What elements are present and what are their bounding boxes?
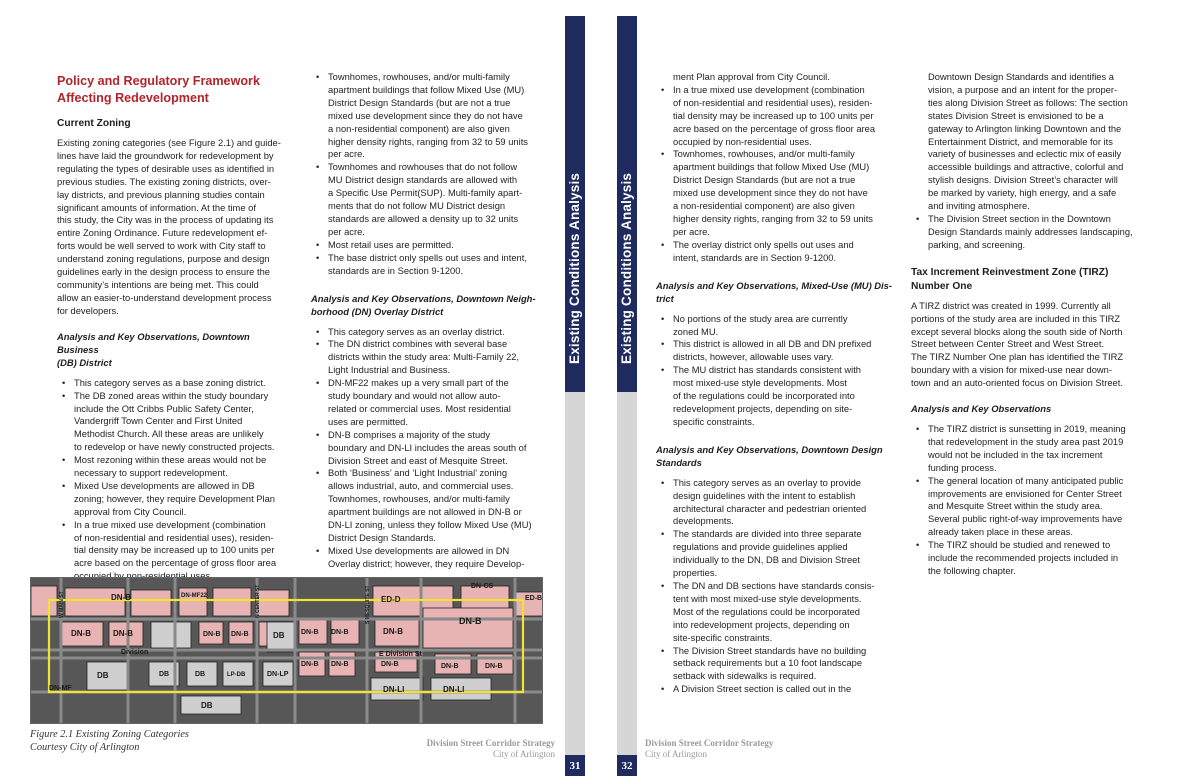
- bullet-line: to redevelop or have newly constructed projects.: [74, 442, 275, 453]
- map-label: DB: [159, 671, 170, 678]
- text-line: ties along Division Street as follows: The section: [928, 97, 1128, 108]
- map-label: LP-DB: [227, 672, 246, 678]
- overlay-bullet-list: [656, 84, 892, 265]
- db-bullet-list: [57, 377, 293, 584]
- side-tab-label: Existing Conditions Analysis: [567, 172, 582, 364]
- bullet-line: • Mixed Use developments are allowed in DN: [328, 545, 510, 556]
- bullet-line: Several public right-of-way improvements have: [928, 514, 1123, 525]
- text-line: Existing zoning categories (see Figure 2.1) and guide-: [57, 138, 281, 148]
- text-line: this study, the City was in the process of updating its: [57, 215, 274, 226]
- text-line: states Division Street is envisioned to be a: [928, 110, 1104, 121]
- bullet-line: districts within the study area: Multi-Family 22,: [328, 352, 520, 363]
- bullet-line: approval from City Council.: [74, 506, 187, 517]
- tirz-bullet-list: [911, 423, 1147, 578]
- bullet-line: zoned MU.: [673, 326, 719, 337]
- map-label: DN-B: [383, 627, 403, 636]
- text-line: borhood (DN) Overlay District: [311, 305, 444, 317]
- bullet-line: that redevelopment in the study area past 2019: [928, 436, 1124, 447]
- bullet-line: • The general location of many anticipated public: [928, 475, 1124, 486]
- map-label: DN-MF: [49, 685, 72, 692]
- mu-bullet-list: [656, 313, 892, 429]
- bullet-line: • DN-B comprises a majority of the study: [328, 429, 491, 440]
- bullet-line: • Mixed Use developments are allowed in DB: [74, 480, 255, 491]
- bullet-line: acre based on the percentage of gross floor area: [673, 123, 876, 134]
- bullet-item: [311, 161, 545, 238]
- dn-bullet-list: [311, 326, 545, 571]
- map-label: DB: [201, 701, 213, 710]
- text-line: for developers.: [57, 305, 119, 316]
- text-line: Design Standards mainly addresses landscaping,: [928, 226, 1133, 237]
- bullet-item: [311, 71, 545, 161]
- bullet-line: • The base district only spells out uses and intent,: [328, 252, 527, 263]
- continued-text: ment Plan approval from City Council.: [673, 72, 830, 82]
- analysis-heading: Analysis and Key Observations: [911, 403, 1052, 415]
- map-label: DN-B: [331, 629, 349, 636]
- bullet-line: necessary to support redevelopment.: [74, 468, 228, 479]
- bullet-item: [57, 377, 293, 390]
- map-label: DN-B: [203, 631, 221, 638]
- text-line: community’s intentions are being met. This could: [57, 279, 259, 290]
- map-label: DN-B: [459, 616, 482, 626]
- bullet-line: District Design Standards.: [328, 533, 437, 543]
- map-label: Division: [121, 649, 149, 656]
- bullet-line: Light Industrial and Business.: [328, 365, 451, 376]
- bullet-line: regulations and provide guidelines applied: [673, 542, 848, 553]
- map-label: S MESQUITE ST: [365, 585, 371, 624]
- map-label: ED-D: [381, 595, 401, 604]
- side-tab-right: [617, 16, 637, 772]
- bullet-line: boundary and DN-LI includes the areas south of: [328, 442, 527, 453]
- bullet-line: tent with most mixed-use style developments.: [673, 593, 862, 604]
- map-label: ED-B: [525, 595, 543, 602]
- text-line: parking, and screening.: [928, 239, 1026, 250]
- bullet-line: of non-residential and residential uses), residen-: [673, 97, 873, 108]
- bullet-line: • DN-MF22 makes up a very small part of the: [328, 378, 509, 389]
- bullet-line: tial density may be increased up to 100 units per: [673, 110, 874, 121]
- map-label: DN-B: [331, 661, 349, 668]
- map-label: E Division St: [379, 651, 422, 658]
- text-line: town and an auto-oriented focus on Division Street.: [911, 378, 1123, 389]
- bullet-item: [911, 539, 1147, 578]
- text-line: Standards: [656, 456, 702, 468]
- bullet-line: acre based on the percentage of gross floor area: [74, 558, 277, 569]
- page-number: 31: [565, 755, 585, 776]
- map-label: DN-LI: [443, 685, 465, 694]
- bullet-line: • Most rezoning within these areas would not be: [74, 455, 267, 466]
- bullet-line: District Design Standards (but are not a true: [328, 97, 511, 108]
- bullet-line: a Specific Use Permit(SUP). Multi-family apart-: [328, 188, 523, 199]
- text-line: Analysis and Key Observations, Downtown Business: [57, 330, 250, 355]
- bullet-item: [311, 545, 545, 571]
- left-column-2: [311, 71, 545, 571]
- bullet-line: already taken place in these areas.: [928, 527, 1073, 538]
- text-line: portions of the study area are included in this TIRZ: [911, 313, 1121, 324]
- bullet-line: would not be included in the tax increment: [928, 449, 1103, 460]
- bullet-item: [911, 213, 1147, 252]
- text-line: be marked by variety, high energy, and a safe: [928, 188, 1117, 199]
- map-label: DN-B: [381, 661, 399, 668]
- bullet-line: specific constraints.: [673, 416, 755, 427]
- text-line: boundary with a vision for mixed-use near down-: [911, 365, 1112, 376]
- bullet-item: [911, 475, 1147, 540]
- bullet-line: MU District design standards are allowed with: [328, 175, 518, 186]
- bullet-line: • The TIRZ district is sunsetting in 2019, meaning: [928, 424, 1126, 435]
- bullet-line: apartment buildings are not allowed in DN-B or: [328, 507, 522, 518]
- division-street-bullet: [911, 213, 1147, 252]
- bullet-item: [656, 477, 892, 529]
- zoning-map-graphic: [31, 578, 543, 724]
- map-label: DN-B: [113, 629, 133, 638]
- bullet-line: • No portions of the study area are currently: [673, 313, 848, 324]
- bullet-line: apartment buildings that follow Mixed Use (MU): [328, 84, 525, 95]
- bullet-line: of non-residential and residential uses), residen-: [74, 532, 274, 543]
- bullet-line: Methodist Church. All these areas are unlikely: [74, 429, 264, 440]
- bullet-line: setback with sidewalks is required.: [673, 671, 817, 682]
- bullet-line: per acre.: [328, 149, 365, 160]
- text-line: A TIRZ district was created in 1999. Currently all: [911, 300, 1111, 311]
- text-line: Number One: [911, 280, 973, 292]
- bullet-line: • This category serves as an overlay district.: [328, 326, 505, 337]
- mu-district-heading: [656, 279, 892, 305]
- bullet-item: [656, 313, 892, 339]
- bullet-item: [311, 239, 545, 252]
- bullet-line: into redevelopment projects, depending on: [673, 619, 850, 630]
- footer-left: Division Street Corridor Strategy City of Arlington: [426, 738, 555, 759]
- bullet-line: include the recommended projects included in: [928, 553, 1119, 564]
- bullet-line: mixed use development since they do not have: [328, 110, 523, 121]
- map-label: DN-B: [231, 631, 249, 638]
- map-label: DN-CS: [471, 583, 494, 590]
- bullet-line: study boundary and would not allow auto-: [328, 391, 501, 402]
- footer-right: Division Street Corridor Strategy City of Arlington: [645, 738, 774, 759]
- bullet-item: [656, 84, 892, 149]
- bullet-line: occupied by non-residential uses.: [673, 136, 812, 147]
- bullet-item: [57, 390, 293, 455]
- bullet-line: • Townhomes and rowhouses that do not follow: [328, 162, 518, 173]
- bullet-line: • Townhomes, rowhouses, and/or multi-family: [673, 149, 855, 160]
- bullet-line: • The Division Street standards have no building: [673, 645, 867, 656]
- bullet-line: include the Ott Cribbs Public Safety Center,: [74, 403, 254, 414]
- bullet-line: • The standards are divided into three separate: [673, 529, 862, 540]
- bullet-line: • Townhomes, rowhouses, and/or multi-family: [328, 72, 510, 82]
- tirz-paragraph: [911, 300, 1147, 390]
- map-label: DN-B: [441, 663, 459, 670]
- text-line: accessible buildings and attractive, colorful and: [928, 162, 1124, 173]
- bullet-item: [656, 239, 892, 265]
- bullet-line: design guidelines with the intent to establish: [673, 490, 856, 501]
- map-label: DN-B: [71, 629, 91, 638]
- text-line: Entertainment District, and memorable for its: [928, 136, 1113, 147]
- bullet-line: • This category serves as an overlay to provide: [673, 477, 862, 488]
- bullet-line: per acre.: [328, 226, 365, 237]
- bullet-line: DN-LI zoning, unless they follow Mixed Use (MU): [328, 520, 532, 531]
- text-line: lines have laid the groundwork for redevelopment by: [57, 150, 274, 161]
- text-line: • The Division Street section in the Downtown: [928, 213, 1111, 224]
- text-line: Analysis and Key Observations, Mixed-Use (MU) Dis-: [656, 279, 893, 291]
- bullet-line: • Both ‘Business’ and ‘Light Industrial’ zoning: [328, 468, 508, 479]
- design-standards-bullet-list: [656, 477, 892, 696]
- zoning-map-figure: [30, 577, 543, 724]
- text-line: lay districts, and previous planning studies contain: [57, 189, 265, 200]
- text-line: entire Zoning Ordinance. Future redevelopment ef-: [57, 228, 268, 239]
- text-line: Analysis and Key Observations, Downtown Design: [656, 443, 883, 455]
- bullet-line: • The DN district combines with several base: [328, 339, 508, 350]
- bullet-line: site-specific constraints.: [673, 632, 773, 643]
- bullet-item: [656, 683, 892, 696]
- bullet-line: properties.: [673, 568, 718, 579]
- bullet-line: • In a true mixed use development (combination: [74, 519, 266, 530]
- bullet-item: [656, 338, 892, 364]
- map-label: DN-B: [111, 593, 131, 602]
- bullet-line: • This category serves as a base zoning district.: [74, 377, 266, 388]
- bullet-line: most mixed-use style developments. Most: [673, 378, 847, 389]
- bullet-line: uses are permitted.: [328, 416, 408, 427]
- bullet-line: a non-residential component) are also given: [328, 123, 510, 134]
- bullet-line: Overlay district; however, they require Develop-: [328, 558, 525, 569]
- map-label: DN-MF22: [181, 593, 208, 599]
- bullet-line: funding process.: [928, 462, 997, 473]
- bullet-line: • Most retail uses are permitted.: [328, 239, 454, 250]
- bullet-line: a non-residential component) are also given: [673, 201, 855, 212]
- text-line: Downtown Design Standards and identifies a: [928, 72, 1114, 82]
- db-district-heading: [57, 330, 293, 369]
- text-line: regulating the types of desirable uses as identified in: [57, 163, 275, 174]
- tirz-heading: [911, 266, 1147, 294]
- text-line: The TIRZ Number One plan has identified the TIRZ: [911, 352, 1124, 363]
- bullet-line: higher density rights, ranging from 32 to 59 units: [328, 136, 528, 147]
- bullet-line: and Mesquite Street within the study area.: [928, 501, 1103, 512]
- bullet-line: standards are allowed a density up to 32 units: [328, 213, 519, 224]
- bullet-line: mixed use development since they do not have: [673, 188, 868, 199]
- bullet-line: individually to the DN, DB and Division Street: [673, 555, 860, 566]
- bullet-line: improvements are envisioned for Center Street: [928, 488, 1122, 499]
- bullet-item: [311, 467, 545, 544]
- dn-overlay-heading: [311, 292, 545, 318]
- current-zoning-paragraph: [57, 137, 293, 318]
- bullet-line: Division Street and east of Mesquite Street.: [328, 455, 508, 466]
- bullet-line: ments that do not follow MU District design: [328, 201, 506, 212]
- bullet-line: intent, standards are in Section 9-1200.: [673, 252, 837, 263]
- text-line: Tax Increment Reinvestment Zone (TIRZ): [911, 266, 1109, 278]
- side-tab-left: [565, 16, 585, 772]
- text-line: Analysis and Key Observations, Downtown Neigh-: [311, 292, 536, 304]
- text-line: allow an easier-to-understand development process: [57, 292, 272, 303]
- left-column-1: [57, 71, 293, 583]
- text-line: vision, a purpose and an intent for the proper-: [928, 84, 1118, 95]
- bullet-line: Most of the regulations could be incorporated: [673, 606, 860, 617]
- bullet-line: • The TIRZ should be studied and renewed to: [928, 540, 1111, 551]
- bullet-line: setback requirements but a 10 foot landscape: [673, 658, 863, 669]
- map-label: DN-B: [301, 661, 319, 668]
- text-line: stylish designs. Division Street’s character will: [928, 175, 1118, 186]
- map-label: DN-B: [301, 629, 319, 636]
- bullet-line: related or commercial uses. Most residential: [328, 403, 511, 414]
- bullet-line: • The overlay district only spells out uses and: [673, 239, 854, 250]
- map-label: DN-LI: [383, 685, 405, 694]
- text-line: guidelines early in the design process to ensure the: [57, 267, 270, 278]
- bullet-line: District Design Standards (but are not a true: [673, 175, 856, 186]
- bullet-item: [311, 338, 545, 377]
- current-zoning-heading: Current Zoning: [57, 118, 131, 129]
- text-line: except several blocks along the south side of North: [911, 326, 1123, 337]
- bullet-item: [57, 454, 293, 480]
- bullet-item: [57, 519, 293, 584]
- bullet-line: tial density may be increased up to 100 units per: [74, 545, 275, 556]
- text-line: (DB) District: [57, 356, 112, 368]
- bullet-line: districts, however, allowable uses vary.: [673, 352, 834, 363]
- bullet-line: allows industrial, auto, and commercial uses.: [328, 481, 514, 492]
- map-label: N CENTER ST: [255, 584, 261, 618]
- bullet-item: [656, 580, 892, 645]
- bullet-line: • In a true mixed use development (combination: [673, 84, 865, 95]
- bullet-item: [656, 528, 892, 580]
- map-label: DB: [273, 631, 285, 640]
- text-line: gateway to Arlington linking Downtown and the: [928, 123, 1122, 134]
- bullet-line: • The DN and DB sections have standards consis-: [673, 581, 875, 591]
- map-label: W MAIN ST: [59, 591, 65, 618]
- design-standards-heading: [656, 443, 892, 469]
- bullet-item: [656, 148, 892, 238]
- text-line: variety of businesses and eclectic mix of easily: [928, 149, 1122, 160]
- text-line: forts would be well served to work with City staff to: [57, 241, 266, 252]
- bullet-line: • This district is allowed in all DB and DN prefixed: [673, 339, 872, 350]
- text-line: understand zoning regulations, purpose and design: [57, 254, 270, 265]
- figure-caption: Figure 2.1 Existing Zoning Categories Courtesy City of Arlington: [30, 729, 189, 753]
- bullet-line: higher density rights, ranging from 32 to 59 units: [673, 213, 873, 224]
- side-tab-label: Existing Conditions Analysis: [619, 172, 634, 364]
- text-line: trict: [656, 292, 674, 304]
- map-label: DB: [97, 671, 109, 680]
- bullet-line: architectural character and pedestrian oriented: [673, 503, 867, 514]
- bullet-item: [656, 645, 892, 684]
- bullet-item: [311, 326, 545, 339]
- text-line: Street between Center Street and West Street.: [911, 339, 1105, 350]
- bullet-line: apartment buildings that follow Mixed Use (MU): [673, 162, 870, 173]
- bullet-line: Townhomes, rowhouses, and/or multi-family: [328, 494, 510, 505]
- continued-paragraph: [911, 71, 1147, 213]
- mixed-use-bullet-list: [311, 71, 545, 278]
- page-title: Policy and Regulatory Framework Affecting Redevelopment: [57, 74, 260, 105]
- bullet-item: [311, 377, 545, 429]
- right-column-1: [656, 71, 892, 696]
- bullet-line: • The MU district has standards consistent with: [673, 365, 861, 376]
- bullet-line: standards are in Section 9-1200.: [328, 265, 464, 276]
- map-label: DN-LP: [267, 671, 289, 678]
- bullet-line: developments.: [673, 516, 734, 527]
- page-number: 32: [617, 755, 637, 776]
- map-label: DN-B: [485, 663, 503, 670]
- bullet-item: [311, 429, 545, 468]
- bullet-line: Vandergriff Town Center and First United: [74, 416, 243, 427]
- bullet-line: per acre.: [673, 226, 710, 237]
- right-column-2: [911, 71, 1147, 578]
- bullet-line: redevelopment projects, depending on site-: [673, 403, 853, 414]
- text-line: previous studies. The existing zoning districts, over-: [57, 176, 271, 187]
- bullet-line: • The DB zoned areas within the study boundary: [74, 390, 269, 401]
- bullet-item: [911, 423, 1147, 475]
- bullet-item: [311, 252, 545, 278]
- text-line: and inviting atmosphere.: [928, 201, 1030, 212]
- bullet-line: the following chapter.: [928, 566, 1016, 576]
- bullet-line: • A Division Street section is called out in the: [673, 684, 852, 695]
- map-label: DB: [195, 671, 206, 678]
- text-line: significant amounts of information. At the time of: [57, 202, 256, 213]
- bullet-item: [656, 364, 892, 429]
- bullet-line: of the regulations could be incorporated into: [673, 391, 855, 402]
- bullet-item: [57, 480, 293, 519]
- bullet-line: zoning; however, they require Development Plan: [74, 493, 276, 504]
